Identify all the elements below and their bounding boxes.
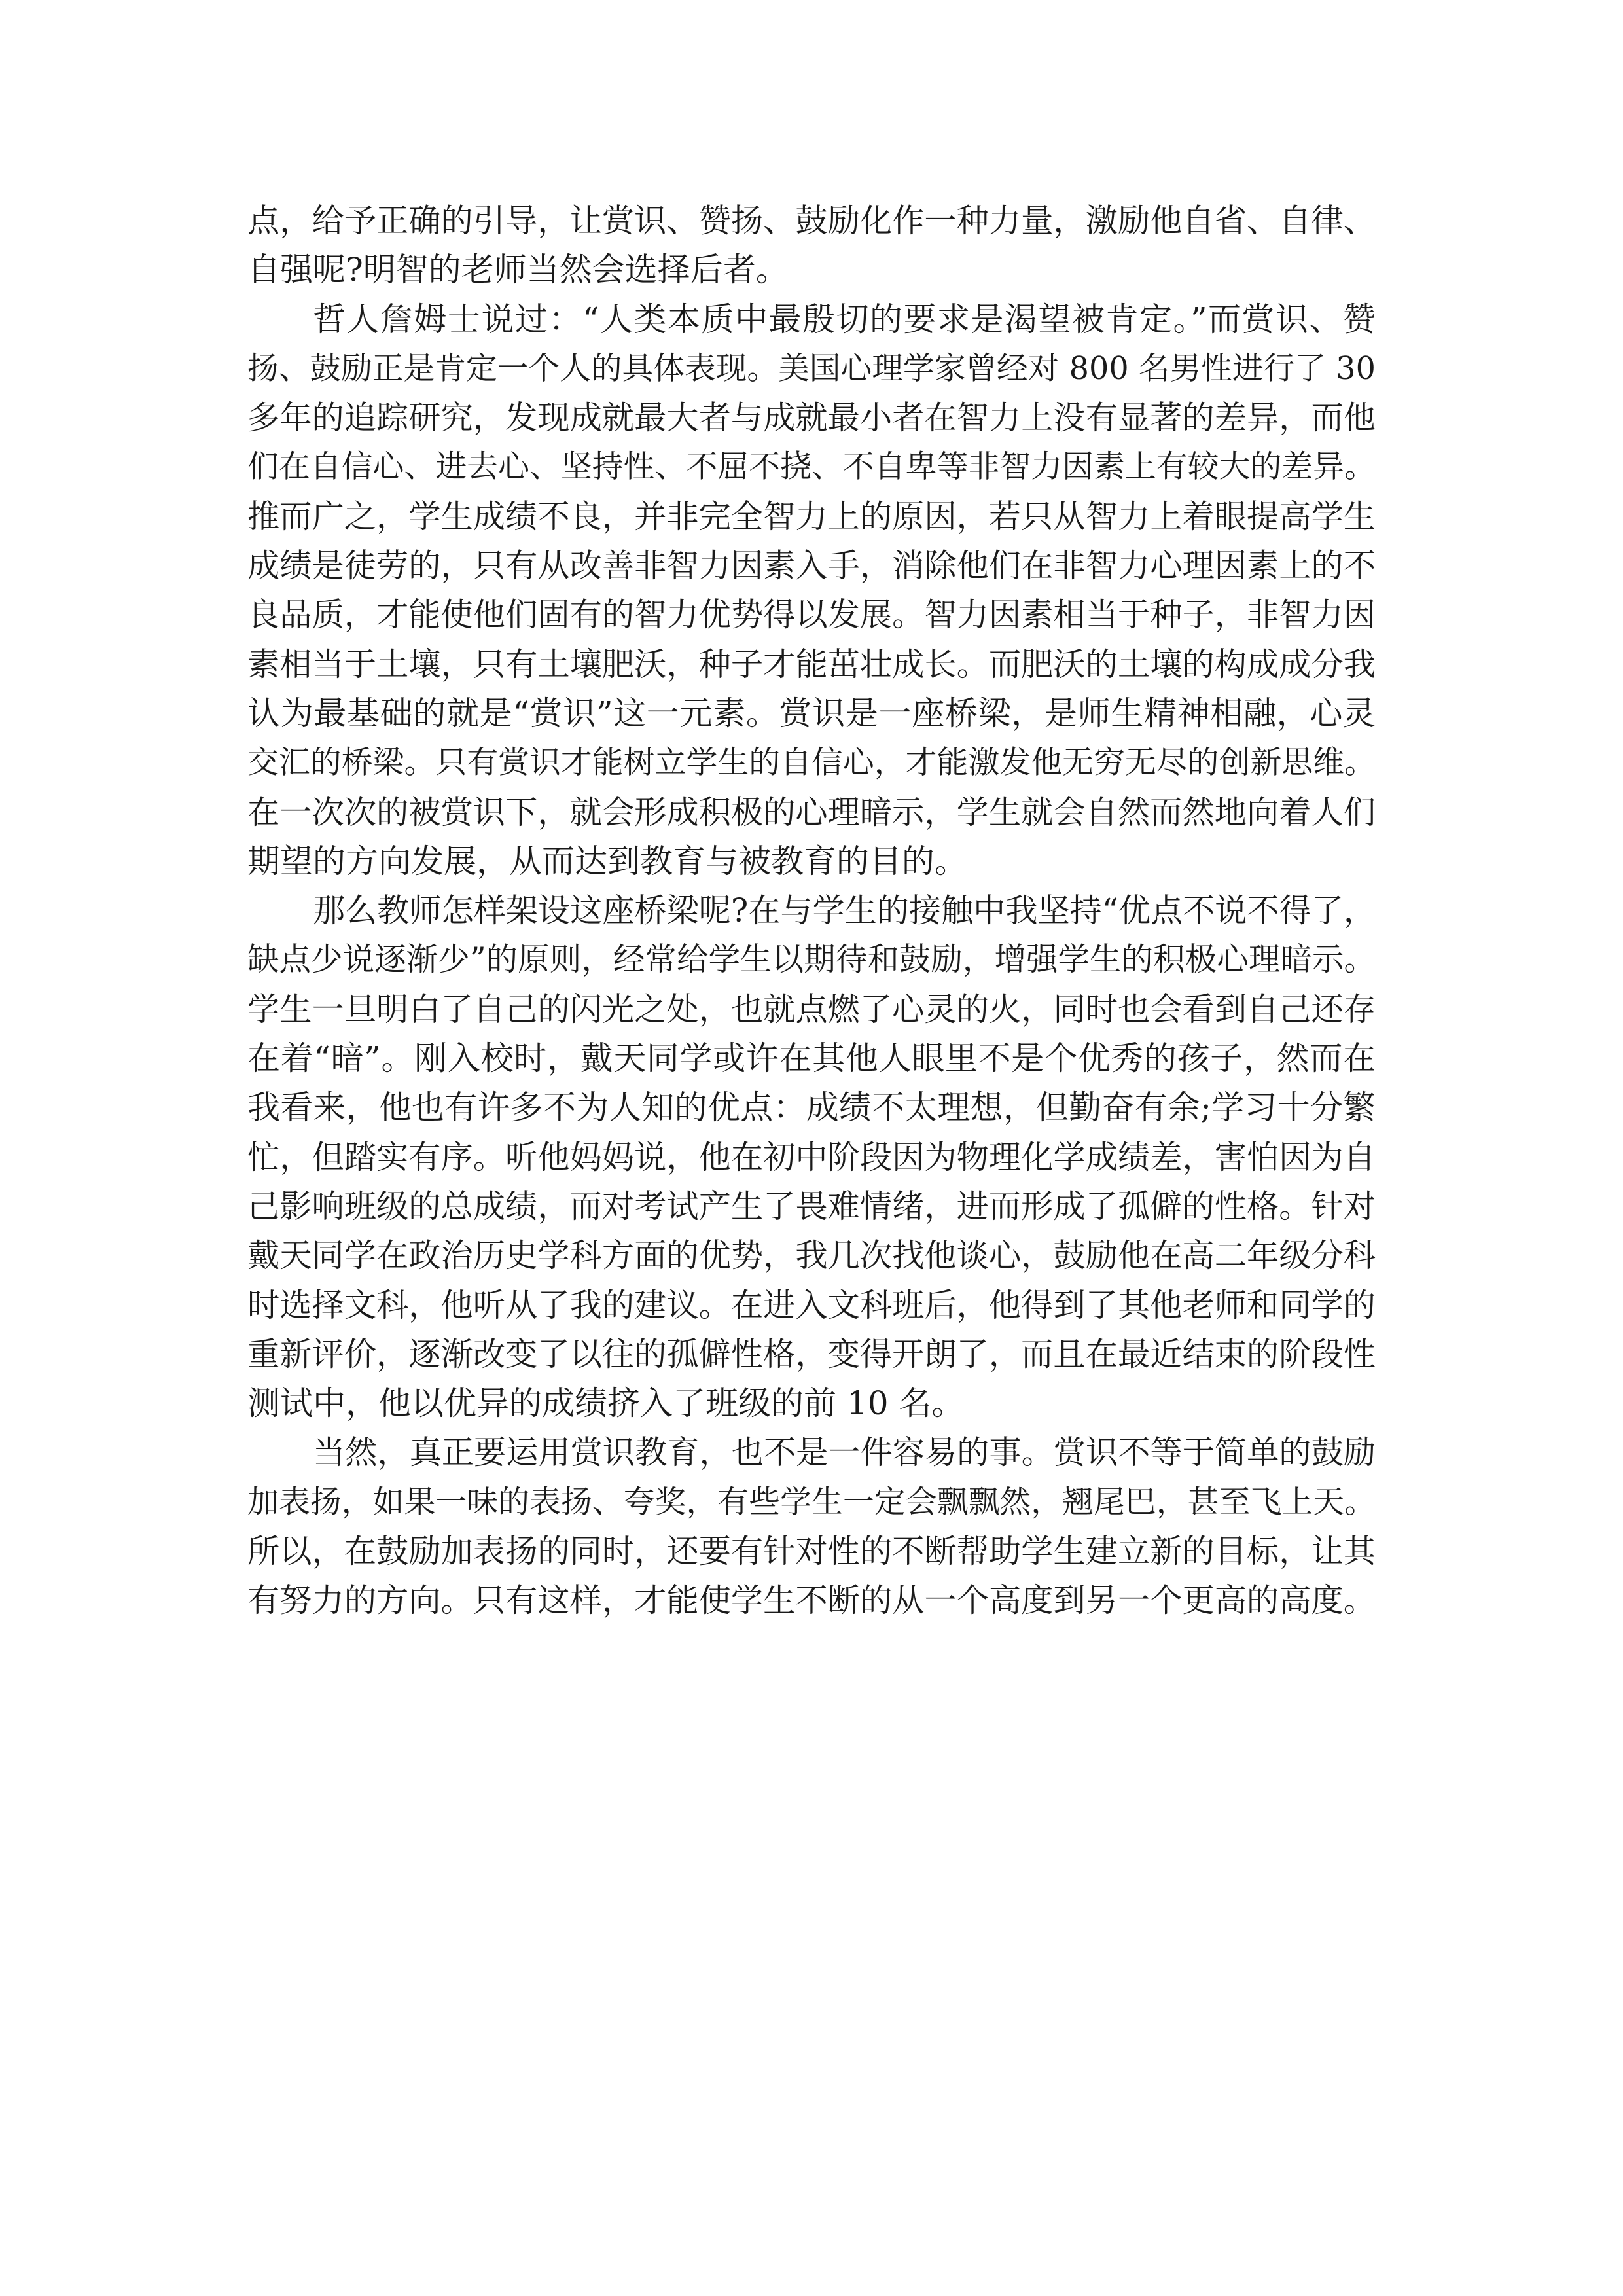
text-line: 在一次次的被赏识下，就会形成积极的心理暗示，学生就会自然而然地向着人们 bbox=[247, 793, 1376, 831]
text-line: 多年的追踪研究，发现成就最大者与成就最小者在智力上没有显著的差异，而他 bbox=[247, 399, 1376, 437]
text-line: 学生一旦明白了自己的闪光之处，也就点燃了心灵的火，同时也会看到自己还存 bbox=[247, 990, 1376, 1028]
text-line: 哲人詹姆士说过：“人类本质中最殷切的要求是渴望被肯定。”而赏识、赞 bbox=[313, 300, 1376, 338]
text-line: 推而广之，学生成绩不良，并非完全智力上的原因，若只从智力上着眼提高学生 bbox=[247, 497, 1376, 535]
text-line: 素相当于土壤，只有土壤肥沃，种子才能茁壮成长。而肥沃的土壤的构成成分我 bbox=[247, 645, 1376, 683]
text-line: 当然，真正要运用赏识教育，也不是一件容易的事。赏识不等于简单的鼓励 bbox=[313, 1433, 1376, 1472]
text-line: 戴天同学在政治历史学科方面的优势，我几次找他谈心，鼓励他在高二年级分科 bbox=[247, 1236, 1376, 1275]
text-line: 缺点少说逐渐少”的原则，经常给学生以期待和鼓励，增强学生的积极心理暗示。 bbox=[247, 941, 1376, 978]
text-line: 忙，但踏实有序。听他妈妈说，他在初中阶段因为物理化学成绩差，害怕因为自 bbox=[247, 1138, 1376, 1176]
text-line: 重新评价，逐渐改变了以往的孤僻性格，变得开朗了，而且在最近结束的阶段性 bbox=[247, 1335, 1376, 1373]
text-line: 认为最基础的就是“赏识”这一元素。赏识是一座桥梁，是师生精神相融，心灵 bbox=[247, 694, 1376, 732]
text-line: 加表扬，如果一味的表扬、夸奖，有些学生一定会飘飘然，翘尾巴，甚至飞上天。 bbox=[247, 1484, 1376, 1520]
text-line: 在着“暗”。刚入校时，戴天同学或许在其他人眼里不是个优秀的孩子，然而在 bbox=[247, 1039, 1376, 1078]
body-text bbox=[247, 196, 1376, 1626]
text-line: 自强呢?明智的老师当然会选择后者。 bbox=[247, 251, 789, 289]
text-line: 测试中，他以优异的成绩挤入了班级的前 10 名。 bbox=[247, 1384, 965, 1423]
text-line: 期望的方向发展，从而达到教育与被教育的目的。 bbox=[247, 842, 967, 880]
paragraph-3 bbox=[247, 886, 1376, 1428]
text-line: 成绩是徒劳的，只有从改善非智力因素入手，消除他们在非智力心理因素上的不 bbox=[247, 547, 1376, 585]
text-line: 我看来，他也有许多不为人知的优点：成绩不太理想，但勤奋有余;学习十分繁 bbox=[247, 1088, 1376, 1127]
text-line: 有努力的方向。只有这样，才能使学生不断的从一个高度到另一个更高的高度。 bbox=[247, 1581, 1376, 1620]
text-line: 那么教师怎样架设这座桥梁呢?在与学生的接触中我坚持“优点不说不得了， bbox=[313, 891, 1376, 930]
text-line: 交汇的桥梁。只有赏识才能树立学生的自信心，才能激发他无穷无尽的创新思维。 bbox=[247, 745, 1376, 781]
paragraph-1 bbox=[247, 196, 1376, 295]
text-line: 所以，在鼓励加表扬的同时，还要有针对性的不断帮助学生建立新的目标，让其 bbox=[247, 1532, 1376, 1571]
text-line: 点，给予正确的引导，让赏识、赞扬、鼓励化作一种力量，激励他自省、自律、 bbox=[247, 202, 1376, 240]
paragraph-4 bbox=[247, 1428, 1376, 1625]
text-line: 扬、鼓励正是肯定一个人的具体表现。美国心理学家曾经对 800 名男性进行了 30 bbox=[247, 350, 1376, 387]
paragraph-2 bbox=[247, 295, 1376, 887]
text-line: 良品质，才能使他们固有的智力优势得以发展。智力因素相当于种子，非智力因 bbox=[247, 596, 1376, 634]
text-line: 们在自信心、进去心、坚持性、不屈不挠、不自卑等非智力因素上有较大的差异。 bbox=[247, 449, 1376, 486]
text-line: 己影响班级的总成绩，而对考试产生了畏难情绪，进而形成了孤僻的性格。针对 bbox=[247, 1187, 1376, 1225]
text-line: 时选择文科，他听从了我的建议。在进入文科班后，他得到了其他老师和同学的 bbox=[247, 1285, 1376, 1324]
